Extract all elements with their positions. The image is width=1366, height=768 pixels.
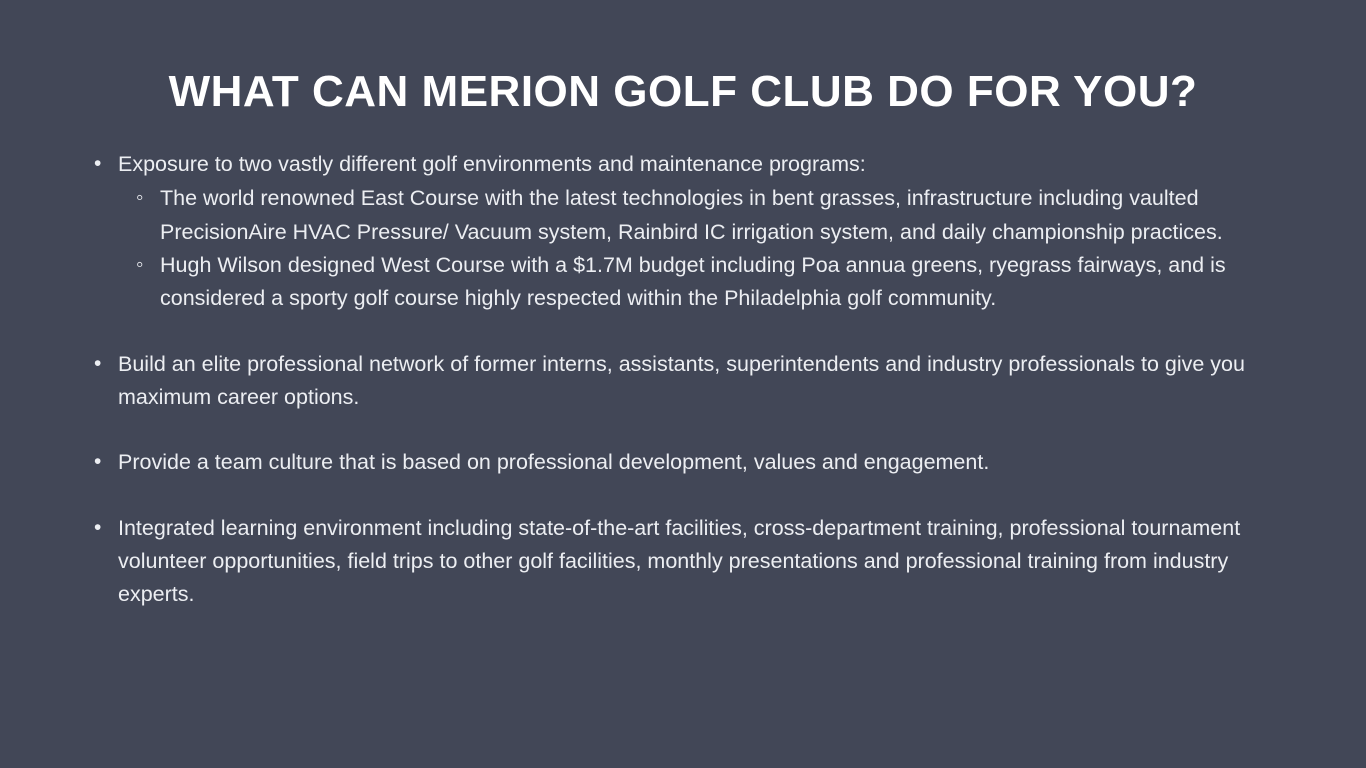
list-item [128,249,1296,316]
sub-bullet-list [118,182,1296,315]
list-spacer [86,316,1296,348]
slide-body [86,148,1296,611]
list-spacer [86,480,1296,512]
list-item [86,446,1296,479]
list-item [128,182,1296,249]
bullet-text: Exposure to two vastly different golf environments and maintenance programs: [118,152,866,176]
bullet-text: Provide a team culture that is based on professional development, values and engagement. [118,450,990,475]
bullet-text: Integrated learning environment including state-of-the-art facilities, cross-department training, professional tournament volunteer opportunities, field trips to other golf facilities, monthly presentations and professional training from industry experts. [118,515,1241,607]
sub-bullet-text: Hugh Wilson designed West Course with a $1.7M budget including Poa annua greens, ryegrass fairways, and is considered a sporty golf course highly respected within the Philadelphia golf community. [160,252,1226,311]
sub-bullet-text: The world renowned East Course with the latest technologies in bent grasses, infrastructure including vaulted PrecisionAire HVAC Pressure/ Vacuum system, Rainbird IC irrigation system, and daily championship practices. [160,186,1223,244]
sub-bullet-group [118,182,1296,315]
bullet-text: Build an elite professional network of former interns, assistants, superintendents and industry professionals to give you maximum career options. [118,351,1245,409]
page-title: WHAT CAN MERION GOLF CLUB DO FOR YOU? [168,67,1198,116]
list-item [86,148,1296,316]
list-item [86,512,1296,612]
list-item [86,348,1296,415]
list-spacer [86,414,1296,446]
bullet-list [86,148,1296,611]
